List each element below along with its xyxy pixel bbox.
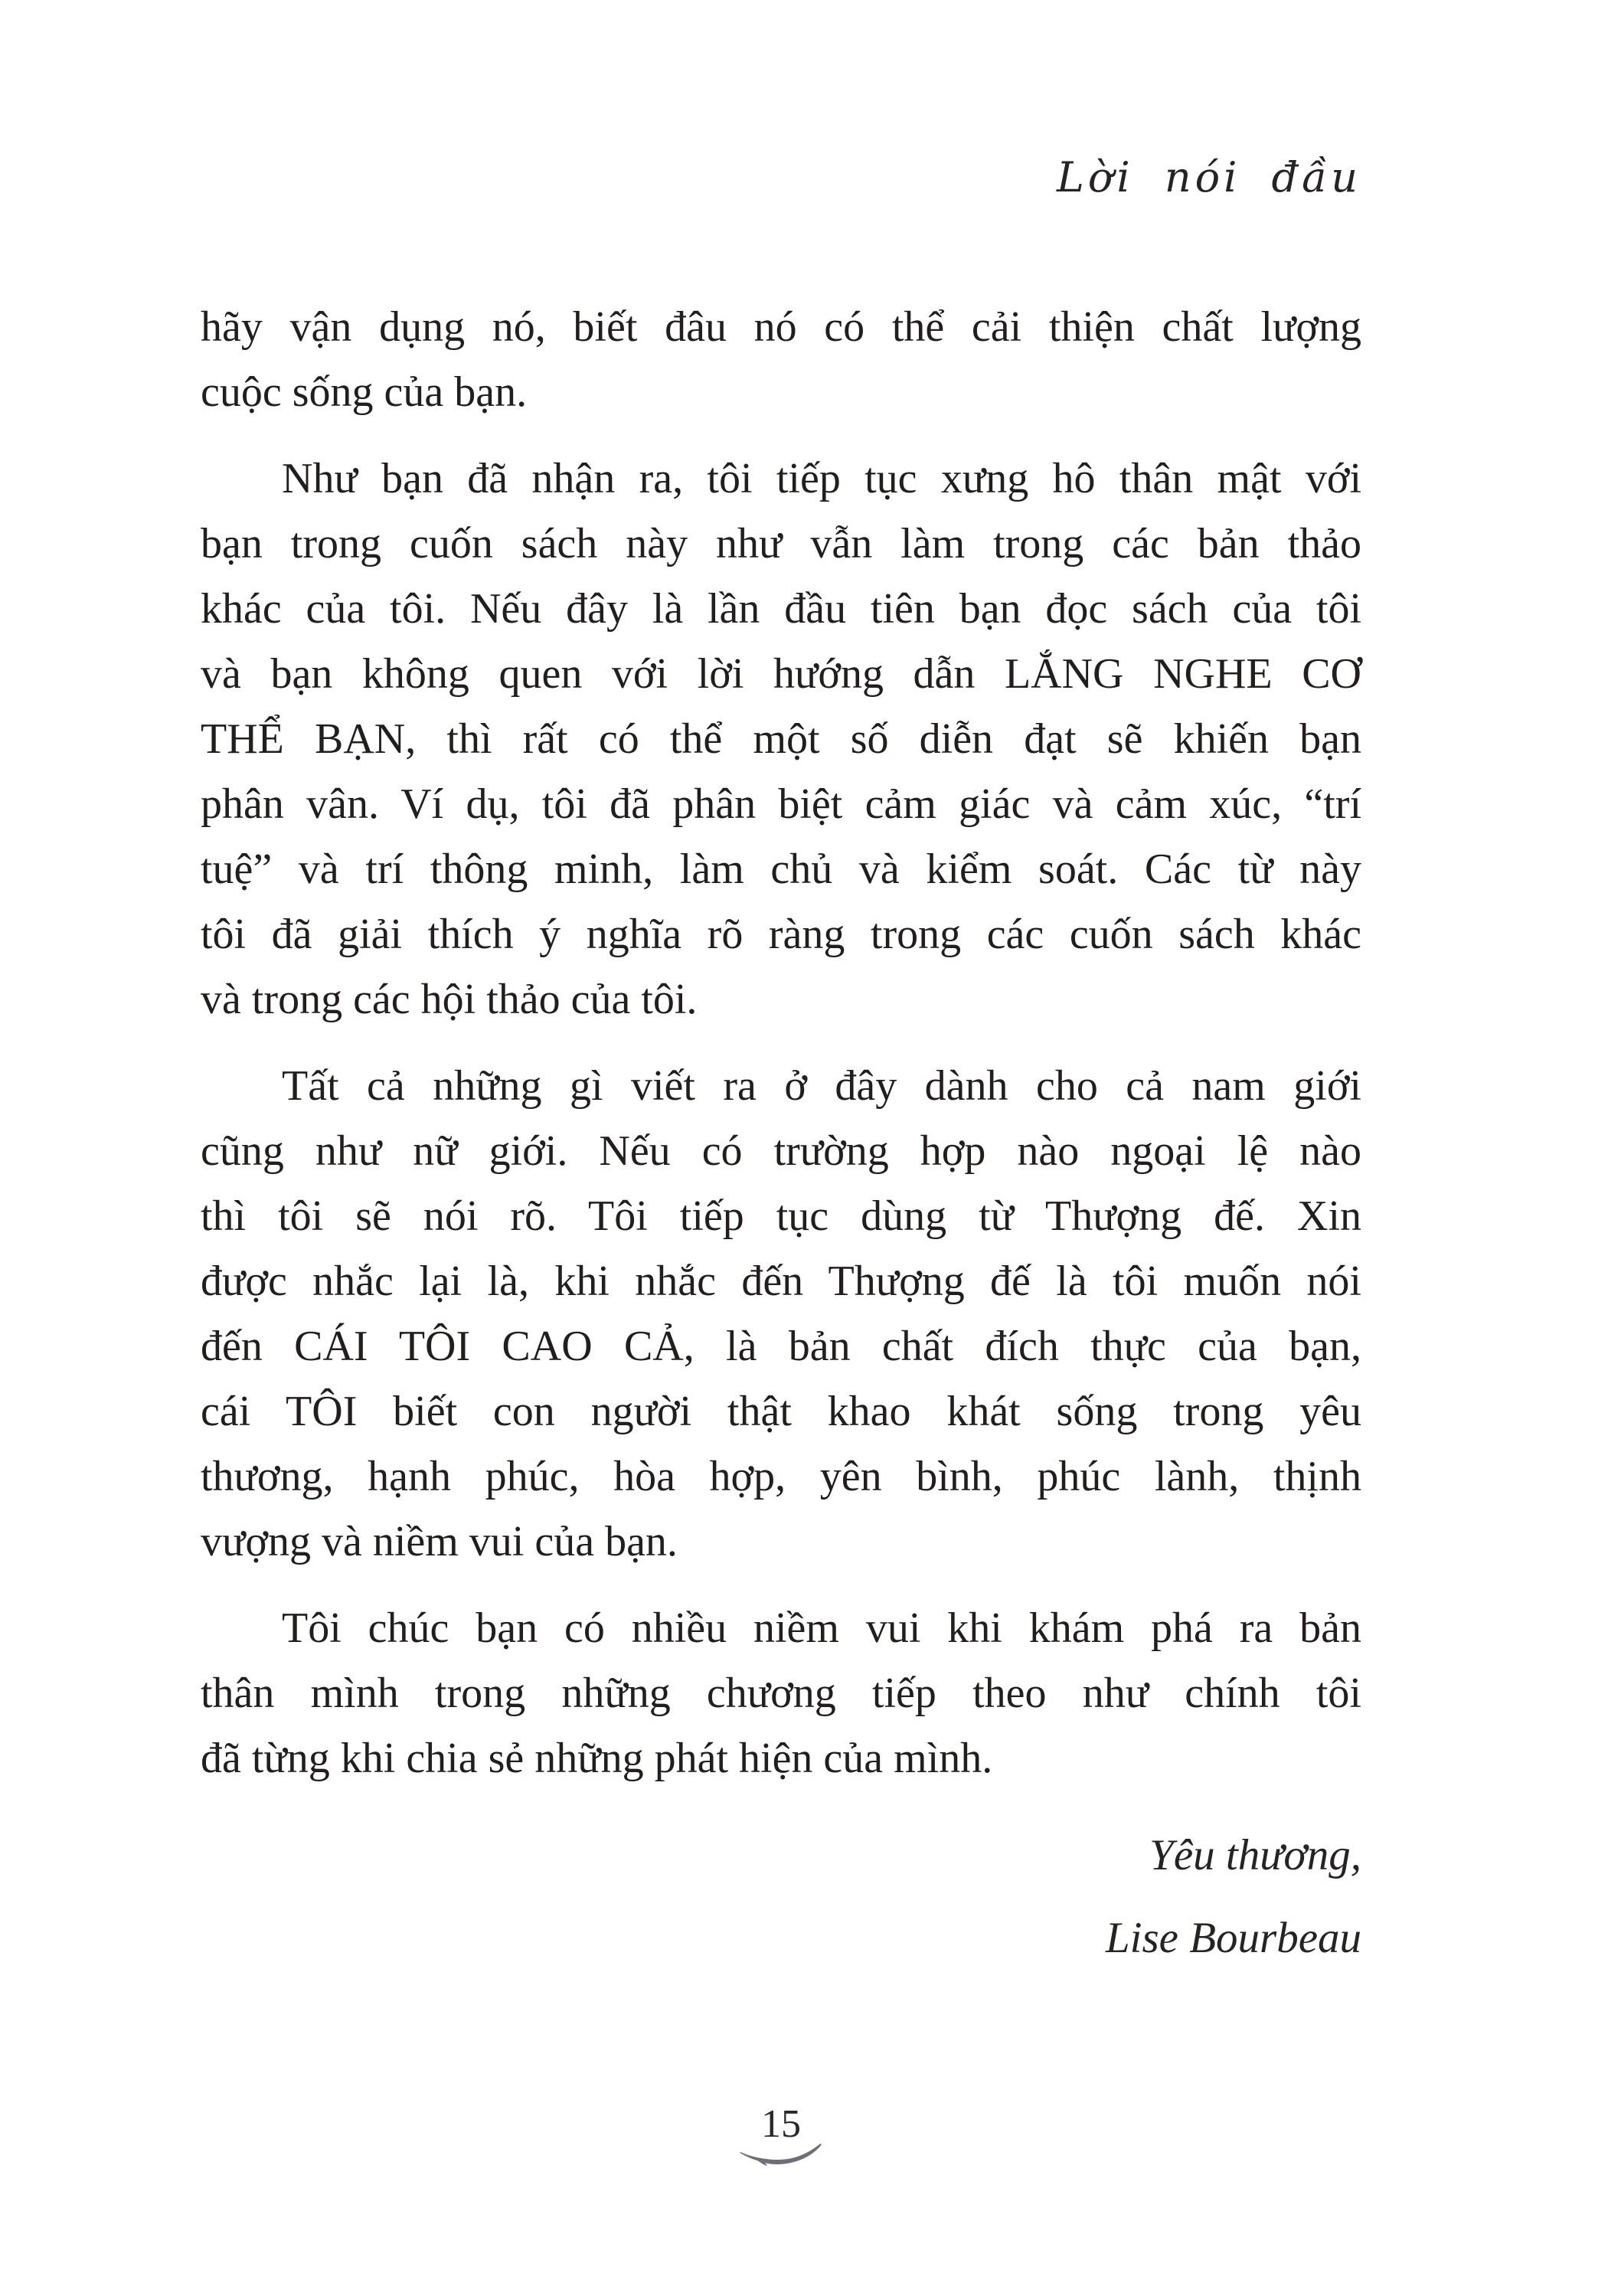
text-line: và bạn không quen với lời hướng dẫn LẮNG NGHE CƠ [201, 650, 1361, 698]
text-line: tôi đã giải thích ý nghĩa rõ ràng trong các cuốn sách khác [201, 911, 1361, 958]
signature-closing: Yêu thương, [1149, 1831, 1361, 1879]
paragraph [201, 1596, 1361, 1791]
page-number: 15 [761, 2102, 801, 2146]
text-line: phân vân. Ví dụ, tôi đã phân biệt cảm giác và cảm xúc, “trí [201, 780, 1361, 828]
signature-block [201, 1814, 1361, 1980]
text-line: thì tôi sẽ nói rõ. Tôi tiếp tục dùng từ Thượng đế. Xin [201, 1192, 1361, 1240]
text-line: THỂ BẠN, thì rất có thể một số diễn đạt sẽ khiến bạn [201, 715, 1361, 763]
page-footer [201, 2102, 1361, 2166]
text-line: được nhắc lại là, khi nhắc đến Thượng đế là tôi muốn nói [201, 1258, 1361, 1305]
text-line: hãy vận dụng nó, biết đâu nó có thể cải thiện chất lượng [201, 303, 1361, 351]
text-line: thân mình trong những chương tiếp theo như chính tôi [201, 1670, 1361, 1717]
signature-author: Lise Bourbeau [1105, 1914, 1361, 1962]
text-line: Như bạn đã nhận ra, tôi tiếp tục xưng hô thân mật với [282, 455, 1361, 502]
text-line: cái TÔI biết con người thật khao khát sống trong yêu [201, 1388, 1361, 1435]
text-line: bạn trong cuốn sách này như vẫn làm trong các bản thảo [201, 520, 1361, 567]
text-line: đã từng khi chia sẻ những phát hiện của mình. [201, 1735, 993, 1782]
running-header-title: Lời nói đầu [1057, 153, 1361, 201]
text-line: khác của tôi. Nếu đây là lần đầu tiên bạn đọc sách của tôi [201, 585, 1361, 633]
text-line: thương, hạnh phúc, hòa hợp, yên bình, phúc lành, thịnh [201, 1453, 1361, 1500]
text-line: đến CÁI TÔI CAO CẢ, là bản chất đích thực của bạn, [201, 1323, 1361, 1370]
paragraph [201, 295, 1361, 425]
paragraph [201, 446, 1361, 1032]
text-line: tuệ” và trí thông minh, làm chủ và kiểm soát. Các từ này [201, 845, 1361, 893]
text-line: cũng như nữ giới. Nếu có trường hợp nào ngoại lệ nào [201, 1127, 1361, 1175]
text-line: cuộc sống của bạn. [201, 368, 528, 416]
text-line: Tôi chúc bạn có nhiều niềm vui khi khám phá ra bản [282, 1604, 1361, 1652]
body-text [201, 295, 1361, 1980]
text-line: và trong các hội thảo của tôi. [201, 976, 698, 1023]
text-line: vượng và niềm vui của bạn. [201, 1518, 678, 1565]
paragraph [201, 1054, 1361, 1575]
text-line: Tất cả những gì viết ra ở đây dành cho cả nam giới [282, 1062, 1361, 1110]
